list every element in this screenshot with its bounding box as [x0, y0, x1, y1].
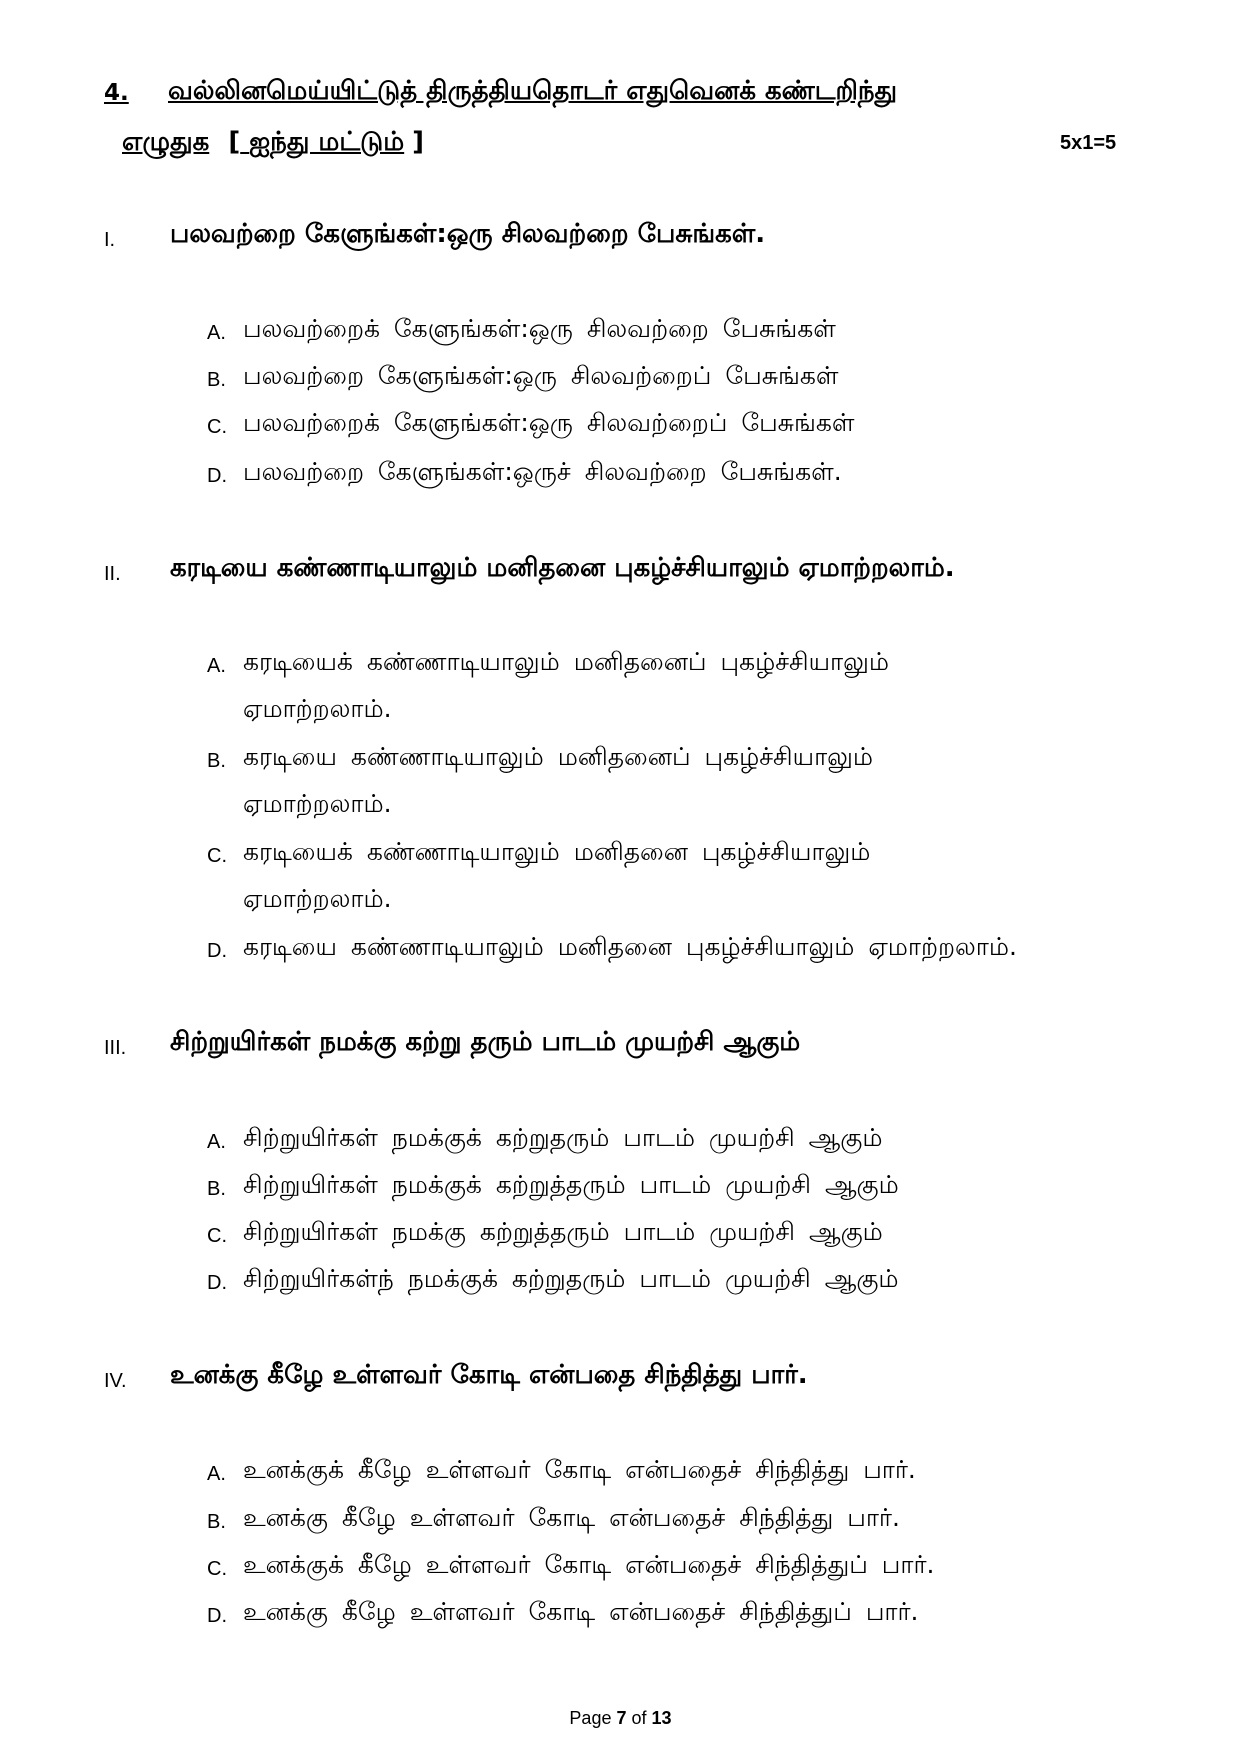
option-label: A. [207, 655, 226, 677]
bracket-text: ஐந்து மட்டும் [249, 127, 405, 157]
option-label: C. [207, 1558, 227, 1580]
option-text: கரடியை கண்ணாடியாலும் மனிதனை புகழ்ச்சியாலும் ஏமாற்றலாம். [243, 932, 1017, 961]
option-label: B. [207, 1511, 226, 1533]
option-label: D. [207, 940, 227, 962]
option-text: உனக்குக் கீழே உள்ளவர் கோடி என்பதைச் சிந்தித்துப் பார். [243, 1550, 935, 1579]
option-text: உனக்கு கீழே உள்ளவர் கோடி என்பதைச் சிந்தித்துப் பார். [243, 1597, 919, 1626]
option-label: D. [207, 1605, 227, 1627]
option-text: உனக்குக் கீழே உள்ளவர் கோடி என்பதைச் சிந்தித்து பார். [243, 1455, 916, 1484]
option-text: உனக்கு கீழே உள்ளவர் கோடி என்பதைச் சிந்தித்து பார். [243, 1503, 900, 1532]
option-text: கரடியை கண்ணாடியாலும் மனிதனைப் புகழ்ச்சியாலும் [243, 742, 873, 771]
option-text-continued: ஏமாற்றலாம். [243, 789, 392, 818]
option-label: D. [207, 1272, 227, 1294]
option-text: கரடியைக் கண்ணாடியாலும் மனிதனைப் புகழ்ச்சியாலும் [243, 647, 889, 676]
page-footer [0, 1708, 1241, 1729]
option-text: சிற்றுயிர்கள் நமக்கு கற்றுத்தரும் பாடம் முயற்சி ஆகும் [243, 1217, 883, 1246]
option-text: பலவற்றைக் கேளுங்கள்:ஒரு சிலவற்றைப் பேசுங்கள் [243, 408, 855, 437]
option-label: B. [207, 1178, 226, 1200]
total-pages: 13 [651, 1708, 672, 1728]
question-text: சிற்றுயிர்கள் நமக்கு கற்று தரும் பாடம் முயற்சி ஆகும் [170, 1027, 801, 1057]
question-label: III. [104, 1037, 127, 1059]
instruction-line-1: வல்லினமெய்யிட்டுத் திருத்தியதொடர் எதுவெனக் கண்டறிந்து [168, 76, 898, 106]
marks-label: 5x1=5 [1060, 132, 1117, 154]
option-text-continued: ஏமாற்றலாம். [243, 694, 392, 723]
instruction-main: எழுதுக [122, 127, 210, 157]
question-label: II. [104, 563, 121, 585]
question-text: உனக்கு கீழே உள்ளவர் கோடி என்பதை சிந்தித்து பார். [170, 1360, 808, 1390]
option-label: B. [207, 369, 226, 391]
page-word: Page [569, 1708, 612, 1728]
instruction-bracket [228, 127, 404, 157]
option-text: சிற்றுயிர்கள் நமக்குக் கற்றுதரும் பாடம் முயற்சி ஆகும் [243, 1123, 883, 1152]
option-text: பலவற்றை கேளுங்கள்:ஒருச் சிலவற்றை பேசுங்கள். [243, 457, 842, 486]
bracket-close: ] [412, 127, 425, 157]
option-text: பலவற்றை கேளுங்கள்:ஒரு சிலவற்றைப் பேசுங்கள் [243, 361, 839, 390]
bracket-open: [ [228, 127, 241, 157]
option-label: A. [207, 1131, 226, 1153]
current-page: 7 [616, 1708, 627, 1728]
option-label: B. [207, 750, 226, 772]
option-text: பலவற்றைக் கேளுங்கள்:ஒரு சிலவற்றை பேசுங்கள் [243, 314, 836, 343]
question-label: I. [104, 229, 116, 251]
of-word: of [631, 1708, 647, 1728]
option-label: A. [207, 322, 226, 344]
question-text: கரடியை கண்ணாடியாலும் மனிதனை புகழ்ச்சியாலும் ஏமாற்றலாம். [170, 553, 955, 583]
option-text: கரடியைக் கண்ணாடியாலும் மனிதனை புகழ்ச்சியாலும் [243, 837, 871, 866]
question-label: IV. [104, 1370, 127, 1392]
option-label: C. [207, 416, 227, 438]
question-text: பலவற்றை கேளுங்கள்:ஒரு சிலவற்றை பேசுங்கள். [170, 219, 766, 249]
option-text-continued: ஏமாற்றலாம். [243, 884, 392, 913]
instruction-line-2 [122, 127, 424, 160]
option-label: C. [207, 1225, 227, 1247]
option-text: சிற்றுயிர்கள்ந் நமக்குக் கற்றுதரும் பாடம் முயற்சி ஆகும் [243, 1264, 899, 1293]
option-label: D. [207, 465, 227, 487]
question-number: 4. [104, 80, 129, 106]
option-label: C. [207, 845, 227, 867]
option-label: A. [207, 1463, 226, 1485]
option-text: சிற்றுயிர்கள் நமக்குக் கற்றுத்தரும் பாடம் முயற்சி ஆகும் [243, 1170, 899, 1199]
